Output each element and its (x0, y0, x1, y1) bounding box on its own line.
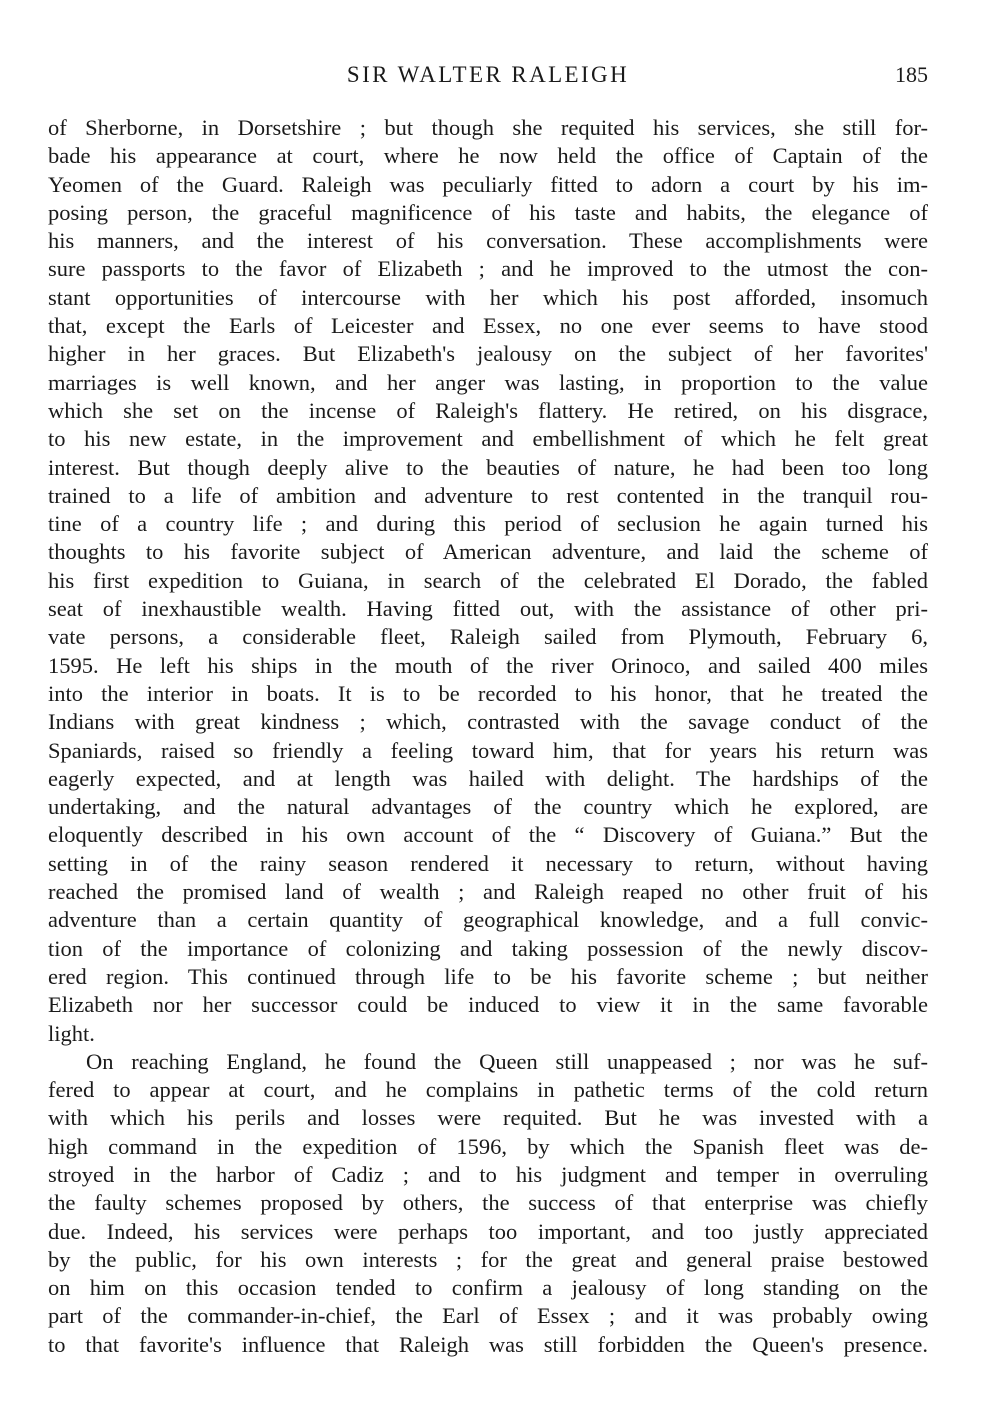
text-line: reached the promised land of wealth ; and Raleigh reaped no other fruit of his (48, 879, 928, 905)
text-line: his manners, and the interest of his conversation. These accomplishments were (48, 228, 928, 254)
text-line: bade his appearance at court, where he now held the office of Captain of the (48, 143, 928, 169)
text-line: on him on this occasion tended to confirm a jealousy of long standing on the (48, 1275, 928, 1301)
text-line: higher in her graces. But Elizabeth's jealousy on the subject of her favorites' (48, 341, 928, 367)
text-line: marriages is well known, and her anger was lasting, in proportion to the value (48, 369, 928, 395)
text-line: interest. But though deeply alive to the beauties of nature, he had been too long (48, 454, 928, 480)
text-line: Yeomen of the Guard. Raleigh was peculiarly fitted to adorn a court by his im- (48, 171, 928, 197)
text-line: Elizabeth nor her successor could be induced to view it in the same favorable (48, 992, 928, 1018)
text-line: posing person, the graceful magnificence of his taste and habits, the elegance of (48, 199, 928, 225)
text-line: part of the commander-in-chief, the Earl of Essex ; and it was probably owing (48, 1303, 928, 1329)
text-line: fered to appear at court, and he complains in pathetic terms of the cold return (48, 1077, 928, 1103)
text-line: to that favorite's influence that Raleigh was still forbidden the Queen's presence. (48, 1331, 928, 1357)
text-line: his first expedition to Guiana, in search of the celebrated El Dorado, the fabled (48, 567, 928, 593)
text-line: high command in the expedition of 1596, by which the Spanish fleet was de- (48, 1133, 928, 1159)
text-line: Indians with great kindness ; which, contrasted with the savage conduct of the (48, 709, 928, 735)
text-line: to his new estate, in the improvement and embellishment of which he felt great (48, 426, 928, 452)
text-line: into the interior in boats. It is to be recorded to his honor, that he treated the (48, 680, 928, 706)
text-line: vate persons, a considerable fleet, Raleigh sailed from Plymouth, February 6, (48, 624, 928, 650)
running-head (48, 62, 928, 96)
text-line: tion of the importance of colonizing and taking possession of the newly discov- (48, 935, 928, 961)
text-line: that, except the Earls of Leicester and Essex, no one ever seems to have stood (48, 313, 928, 339)
text-line: thoughts to his favorite subject of American adventure, and laid the scheme of (48, 539, 928, 565)
text-line: which she set on the incense of Raleigh's flattery. He retired, on his disgrace, (48, 397, 928, 423)
text-line: ered region. This continued through life to be his favorite scheme ; but neither (48, 963, 928, 989)
text-line: with which his perils and losses were requited. But he was invested with a (48, 1105, 928, 1131)
text-line: undertaking, and the natural advantages of the country which he explored, are (48, 794, 928, 820)
text-line: trained to a life of ambition and adventure to rest contented in the tranquil rou- (48, 482, 928, 508)
text-line: light. (48, 1020, 95, 1046)
text-line: of Sherborne, in Dorsetshire ; but though she requited his services, she still for- (48, 115, 928, 140)
text-line: sure passports to the favor of Elizabeth ; and he improved to the utmost the con- (48, 256, 928, 282)
text-line: setting in of the rainy season rendered it necessary to return, without having (48, 850, 928, 876)
text-line: Spaniards, raised so friendly a feeling toward him, that for years his return was (48, 737, 928, 763)
text-line: On reaching England, he found the Queen still unappeased ; nor was he suf- (86, 1048, 928, 1074)
paragraph-1 (48, 114, 928, 1048)
text-line: eloquently described in his own account of the “ Discovery of Guiana.” But the (48, 822, 928, 848)
running-title: SIR WALTER RALEIGH (346, 62, 630, 87)
text-line: eagerly expected, and at length was hailed with delight. The hardships of the (48, 765, 928, 791)
body-text (48, 114, 928, 1359)
text-line: stroyed in the harbor of Cadiz ; and to his judgment and temper in overruling (48, 1161, 928, 1187)
text-line: stant opportunities of intercourse with her which his post afforded, insomuch (48, 284, 928, 310)
text-line: due. Indeed, his services were perhaps too important, and too justly appreciated (48, 1218, 928, 1244)
paragraph-2 (48, 1048, 928, 1359)
text-line: 1595. He left his ships in the mouth of the river Orinoco, and sailed 400 miles (48, 652, 928, 678)
text-line: by the public, for his own interests ; for the great and general praise bestowed (48, 1246, 928, 1272)
text-line: the faulty schemes proposed by others, the success of that enterprise was chiefly (48, 1190, 928, 1216)
text-line: seat of inexhaustible wealth. Having fitted out, with the assistance of other pri- (48, 596, 928, 622)
page-number: 185 (895, 62, 928, 87)
text-line: tine of a country life ; and during this period of seclusion he again turned his (48, 511, 928, 537)
text-line: adventure than a certain quantity of geographical knowledge, and a full convic- (48, 907, 928, 933)
